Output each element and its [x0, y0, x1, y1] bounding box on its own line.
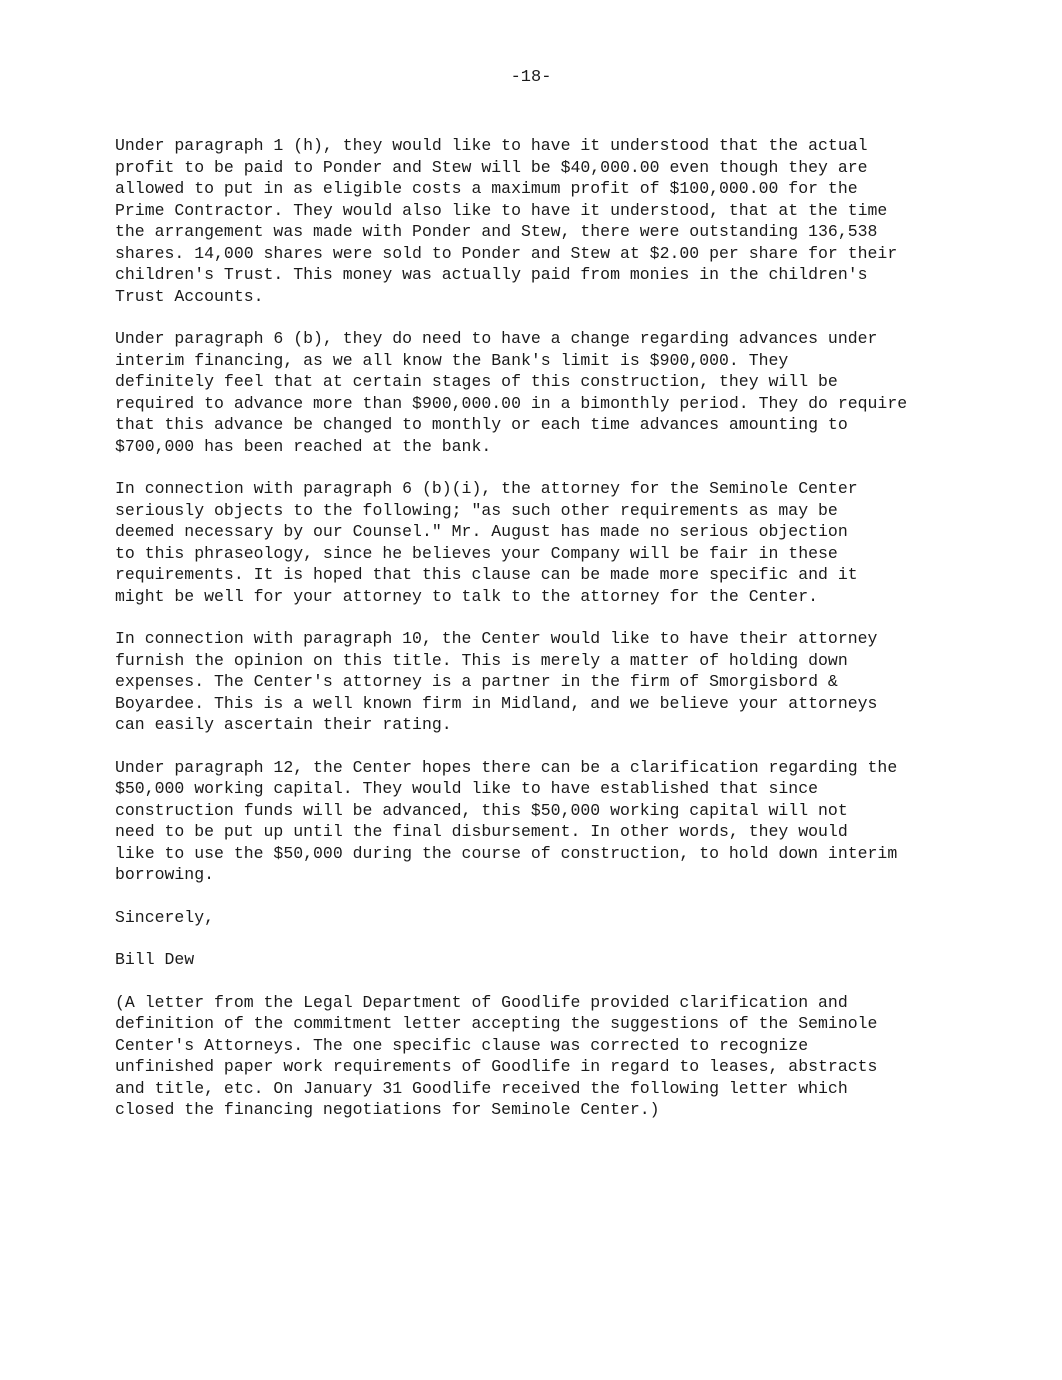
text-line: borrowing. — [115, 865, 215, 884]
text-line: furnish the opinion on this title. This is merely a matter of holding down — [115, 650, 848, 670]
text-line: deemed necessary by our Counsel." Mr. August has made no serious objection — [115, 522, 848, 541]
text-line: Trust Accounts. — [115, 286, 264, 306]
paragraph-3 — [115, 478, 995, 607]
text-line: seriously objects to the following; "as such other requirements as may be — [115, 500, 838, 520]
paragraph-2 — [115, 328, 995, 457]
signature — [115, 949, 995, 971]
text-line: requirements. It is hoped that this clause can be made more specific and it — [115, 565, 858, 584]
closing-salutation — [115, 907, 995, 929]
text-line: profit to be paid to Ponder and Stew will be $40,000.00 even though they are — [115, 157, 868, 177]
text-line: allowed to put in as eligible costs a maximum profit of $100,000.00 for the — [115, 179, 858, 198]
text-line: Under paragraph 6 (b), they do need to have a change regarding advances under — [115, 329, 878, 348]
text-line: Prime Contractor. They would also like to have it understood, that at the time — [115, 200, 888, 220]
letter-body — [115, 135, 995, 1142]
text-line: definition of the commitment letter accepting the suggestions of the Seminole — [115, 1014, 878, 1033]
text-line: Center's Attorneys. The one specific clause was corrected to recognize — [115, 1035, 809, 1055]
text-line: that this advance be changed to monthly or each time advances amounting to — [115, 415, 848, 434]
paragraph-5 — [115, 757, 995, 886]
text-line: In connection with paragraph 6 (b)(i), the attorney for the Seminole Center — [115, 479, 858, 498]
text-line: closed the financing negotiations for Seminole Center.) — [115, 1100, 660, 1119]
text-line: can easily ascertain their rating. — [115, 715, 452, 734]
text-line: children's Trust. This money was actually paid from monies in the children's — [115, 265, 868, 284]
text-line: interim financing, as we all know the Bank's limit is $900,000. They — [115, 350, 789, 370]
text-line: construction funds will be advanced, this $50,000 working capital will not — [115, 800, 848, 820]
text-line: Under paragraph 12, the Center hopes there can be a clarification regarding the — [115, 757, 898, 777]
text-line: (A letter from the Legal Department of Goodlife provided clarification and — [115, 992, 848, 1012]
salutation-text: Sincerely, — [115, 907, 215, 927]
text-line: like to use the $50,000 during the course of construction, to hold down interim — [115, 843, 898, 863]
text-line: unfinished paper work requirements of Goodlife in regard to leases, abstracts — [115, 1057, 878, 1076]
text-line: and title, etc. On January 31 Goodlife received the following letter which — [115, 1078, 848, 1098]
text-line: In connection with paragraph 10, the Center would like to have their attorney — [115, 629, 878, 648]
text-line: Under paragraph 1 (h), they would like to have it understood that the actual — [115, 136, 868, 155]
paragraph-1 — [115, 135, 995, 307]
text-line: might be well for your attorney to talk to the attorney for the Center. — [115, 586, 819, 606]
text-line: $700,000 has been reached at the bank. — [115, 436, 492, 456]
paragraph-4 — [115, 628, 995, 736]
text-line: need to be put up until the final disbursement. In other words, they would — [115, 822, 848, 841]
text-line: $50,000 working capital. They would like to have established that since — [115, 779, 819, 798]
text-line: definitely feel that at certain stages of this construction, they will be — [115, 372, 838, 391]
text-line: to this phraseology, since he believes your Company will be fair in these — [115, 543, 838, 563]
signature-name: Bill Dew — [115, 950, 195, 969]
text-line: expenses. The Center's attorney is a partner in the firm of Smorgisbord & — [115, 672, 838, 691]
page-number: -18- — [510, 68, 552, 87]
text-line: Boyardee. This is a well known firm in Midland, and we believe your attorneys — [115, 693, 878, 713]
editorial-note — [115, 992, 995, 1121]
text-line: shares. 14,000 shares were sold to Ponder and Stew at $2.00 per share for their — [115, 243, 898, 263]
text-line: the arrangement was made with Ponder and Stew, there were outstanding 136,538 — [115, 222, 878, 241]
text-line: required to advance more than $900,000.00 in a bimonthly period. They do require — [115, 393, 908, 413]
